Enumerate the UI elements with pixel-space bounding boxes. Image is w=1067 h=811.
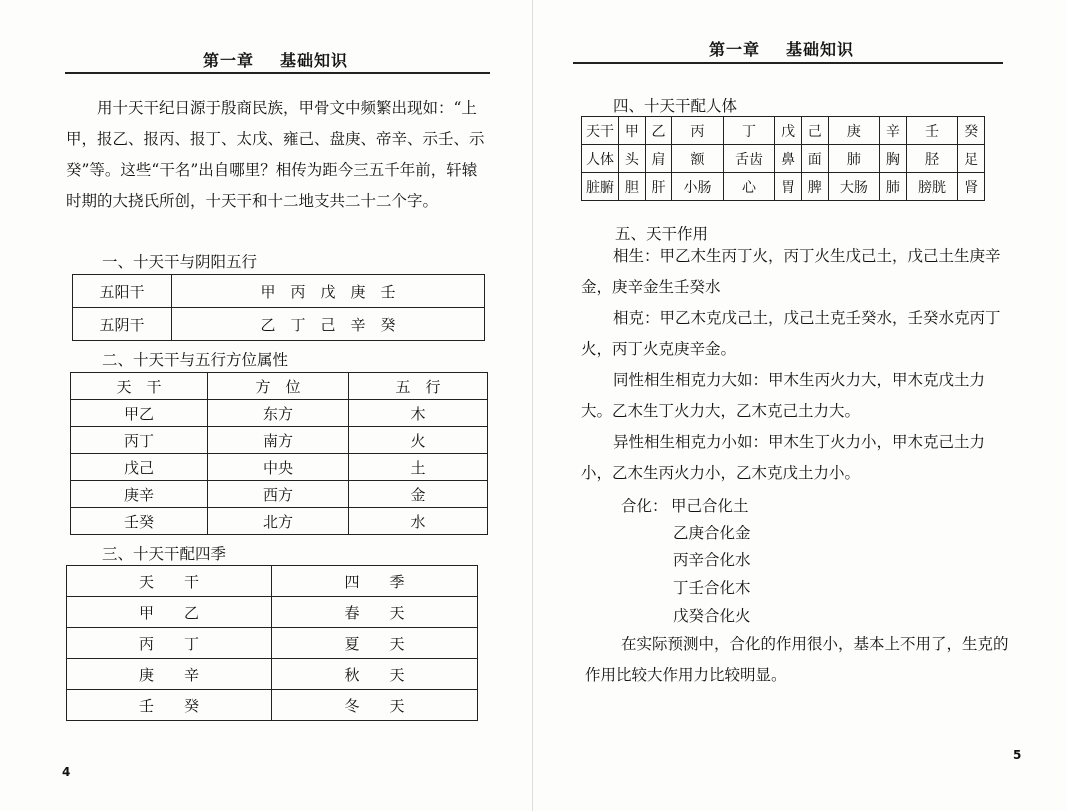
table-row bbox=[67, 597, 478, 628]
yixing-paragraph: 异性相生相克力小如：甲木生丁火力小，甲木克己土力小，乙木生丙火力小，乙木克戊土力小。 bbox=[581, 433, 986, 482]
table-cell: 金 bbox=[349, 481, 488, 508]
right-header-chapter: 第一章 bbox=[709, 40, 761, 59]
table-cell: 五阳干 bbox=[73, 275, 172, 308]
body-table bbox=[581, 116, 985, 201]
table-cell: 乙 bbox=[645, 117, 672, 145]
table-cell: 庚 辛 bbox=[67, 659, 272, 690]
table-cell: 肺 bbox=[880, 173, 907, 201]
table-cell: 冬 天 bbox=[272, 690, 478, 721]
table-cell: 大肠 bbox=[828, 173, 880, 201]
table-cell: 己 bbox=[801, 117, 828, 145]
hehua-item: 丙辛合化水 bbox=[673, 551, 751, 569]
right-running-header bbox=[709, 37, 854, 60]
table-cell: 火 bbox=[349, 427, 488, 454]
table-cell: 肺 bbox=[828, 145, 880, 173]
hehua-item: 乙庚合化金 bbox=[673, 524, 751, 542]
table-cell: 癸 bbox=[958, 117, 985, 145]
table-header-cell: 天 干 bbox=[71, 373, 208, 400]
table-row bbox=[71, 400, 488, 427]
table-cell: 面 bbox=[801, 145, 828, 173]
table-cell: 心 bbox=[723, 173, 775, 201]
table-cell: 戊 bbox=[775, 117, 802, 145]
left-header-chapter: 第一章 bbox=[203, 51, 255, 70]
table-cell: 胆 bbox=[619, 173, 646, 201]
table-cell: 膀胱 bbox=[906, 173, 958, 201]
table-cell: 甲 bbox=[619, 117, 646, 145]
right-header-title: 基础知识 bbox=[786, 40, 855, 59]
table-cell: 戊己 bbox=[71, 454, 208, 481]
table-row bbox=[71, 454, 488, 481]
table-row bbox=[73, 275, 485, 308]
yinyang-table bbox=[72, 274, 485, 341]
table-cell: 肝 bbox=[645, 173, 672, 201]
season-table bbox=[66, 565, 478, 721]
direction-table bbox=[70, 372, 488, 535]
table-row bbox=[73, 308, 485, 341]
xiangsheng-paragraph: 相生：甲乙木生丙丁火，丙丁火生戊己土，戊己土生庚辛金，庚辛金生壬癸水 bbox=[581, 247, 1001, 296]
table-row bbox=[582, 117, 985, 145]
right-page-number: 5 bbox=[1013, 748, 1022, 762]
right-page bbox=[533, 0, 1067, 811]
table-cell: 春 天 bbox=[272, 597, 478, 628]
table-cell: 丙丁 bbox=[71, 427, 208, 454]
table-cell: 庚 bbox=[828, 117, 880, 145]
table-cell: 脏腑 bbox=[582, 173, 619, 201]
table-row bbox=[71, 427, 488, 454]
table-cell: 中央 bbox=[208, 454, 349, 481]
table-cell: 肾 bbox=[958, 173, 985, 201]
right-header-rule bbox=[573, 62, 1003, 64]
table-cell: 夏 天 bbox=[272, 628, 478, 659]
table-cell: 东方 bbox=[208, 400, 349, 427]
table-header-cell: 天 干 bbox=[67, 566, 272, 597]
section3-heading: 三、十天干配四季 bbox=[102, 545, 227, 563]
table-cell: 胫 bbox=[906, 145, 958, 173]
table-cell: 丁 bbox=[723, 117, 775, 145]
hehua-item: 甲己合化土 bbox=[671, 497, 749, 515]
table-cell: 胸 bbox=[880, 145, 907, 173]
table-cell: 舌齿 bbox=[723, 145, 775, 173]
table-header-cell: 方 位 bbox=[208, 373, 349, 400]
table-cell: 五阴干 bbox=[73, 308, 172, 341]
table-cell: 秋 天 bbox=[272, 659, 478, 690]
table-row bbox=[71, 508, 488, 535]
left-page bbox=[0, 0, 533, 811]
table-cell: 南方 bbox=[208, 427, 349, 454]
table-cell: 足 bbox=[958, 145, 985, 173]
table-cell: 辛 bbox=[880, 117, 907, 145]
hehua-label: 合化： bbox=[621, 497, 668, 515]
table-cell: 额 bbox=[672, 145, 724, 173]
table-row bbox=[582, 145, 985, 173]
table-row bbox=[582, 173, 985, 201]
table-row bbox=[67, 690, 478, 721]
table-cell: 小肠 bbox=[672, 173, 724, 201]
table-cell: 甲 乙 bbox=[67, 597, 272, 628]
table-cell: 乙 丁 己 辛 癸 bbox=[172, 308, 485, 341]
table-row bbox=[67, 628, 478, 659]
tongxing-paragraph: 同性相生相克力大如：甲木生丙火力大，甲木克戊土力大。乙木生丁火力大，乙木克己土力大。 bbox=[581, 371, 986, 420]
hehua-item: 戊癸合化火 bbox=[673, 607, 751, 625]
table-cell: 壬 癸 bbox=[67, 690, 272, 721]
section4-heading: 四、十天干配人体 bbox=[613, 97, 738, 115]
table-cell: 壬 bbox=[906, 117, 958, 145]
table-cell: 肩 bbox=[645, 145, 672, 173]
table-cell: 鼻 bbox=[775, 145, 802, 173]
table-cell: 胃 bbox=[775, 173, 802, 201]
table-cell: 木 bbox=[349, 400, 488, 427]
table-cell: 壬癸 bbox=[71, 508, 208, 535]
table-header-cell: 五 行 bbox=[349, 373, 488, 400]
table-cell: 庚辛 bbox=[71, 481, 208, 508]
table-row bbox=[67, 659, 478, 690]
section5-heading: 五、天干作用 bbox=[615, 225, 709, 243]
table-cell: 头 bbox=[619, 145, 646, 173]
left-header-title: 基础知识 bbox=[280, 51, 349, 70]
table-cell: 水 bbox=[349, 508, 488, 535]
table-cell: 丙 丁 bbox=[67, 628, 272, 659]
table-row bbox=[67, 566, 478, 597]
conclusion-paragraph: 在实际预测中，合化的作用很小，基本上不用了，生克的作用比较大作用力比较明显。 bbox=[585, 635, 1009, 684]
table-cell: 脾 bbox=[801, 173, 828, 201]
xiangke-paragraph: 相克：甲乙木克戊己土，戊己土克壬癸水，壬癸水克丙丁火，丙丁火克庚辛金。 bbox=[581, 309, 1001, 358]
left-running-header bbox=[203, 48, 348, 71]
left-intro-paragraph: 用十天干纪日源于殷商民族，甲骨文中频繁出现如：“上甲，报乙、报丙、报丁、太戊、雍己、盘庚、帝辛、示壬、示癸”等。这些“干名”出自哪里？相传为距今三五千年前，轩辕时期的大挠氏所创，十天干和十二地支共二十二个字。 bbox=[66, 99, 485, 210]
table-header-cell: 四 季 bbox=[272, 566, 478, 597]
table-cell: 天干 bbox=[582, 117, 619, 145]
table-cell: 人体 bbox=[582, 145, 619, 173]
table-cell: 北方 bbox=[208, 508, 349, 535]
left-page-number: 4 bbox=[62, 765, 71, 779]
hehua-item: 丁壬合化木 bbox=[673, 579, 751, 597]
left-header-rule bbox=[65, 72, 490, 74]
table-cell: 西方 bbox=[208, 481, 349, 508]
table-cell: 土 bbox=[349, 454, 488, 481]
section1-heading: 一、十天干与阴阳五行 bbox=[102, 253, 258, 271]
table-cell: 甲乙 bbox=[71, 400, 208, 427]
table-cell: 丙 bbox=[672, 117, 724, 145]
table-cell: 甲 丙 戊 庚 壬 bbox=[172, 275, 485, 308]
table-row bbox=[71, 481, 488, 508]
section2-heading: 二、十天干与五行方位属性 bbox=[102, 351, 289, 369]
table-row bbox=[71, 373, 488, 400]
